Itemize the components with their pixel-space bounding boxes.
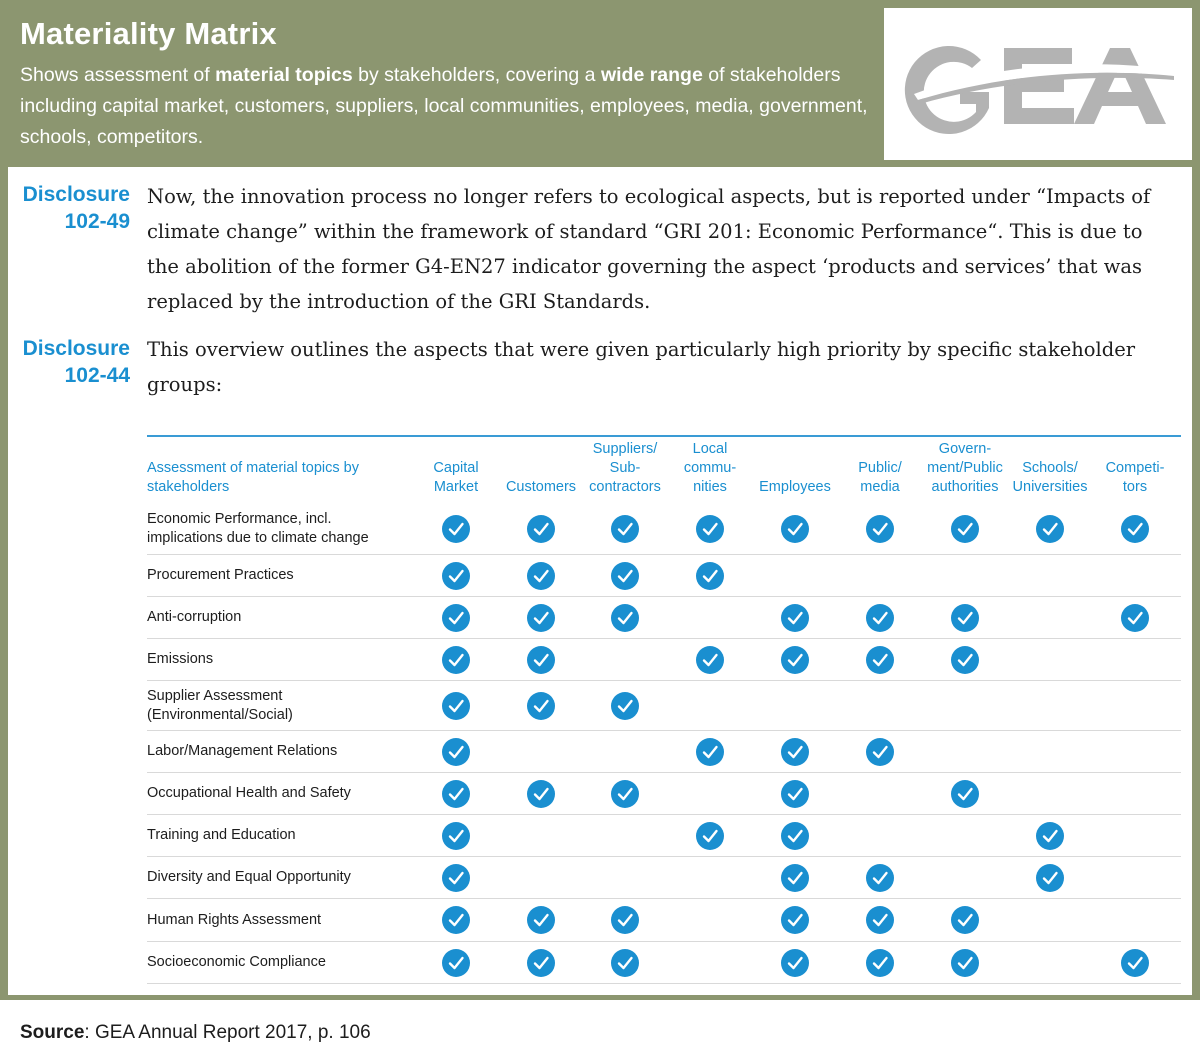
check-cell (775, 503, 815, 554)
row-label-line: Training and Education (147, 827, 296, 843)
check-cell (521, 681, 561, 730)
checkmark-icon (781, 949, 809, 977)
column-header-line: Public/ (858, 460, 902, 476)
disclosure-text-102-44: This overview outlines the aspects that were given particularly high priority by specific stakeholder groups: (147, 338, 1136, 396)
checkmark-icon (1036, 864, 1064, 892)
column-header-line: tors (1122, 479, 1148, 495)
checkmark-icon (781, 864, 809, 892)
checkmark-icon (781, 604, 809, 632)
table-row (147, 942, 1181, 984)
column-header-line: Employees (759, 479, 831, 495)
disclosure-label-word: Disclosure (22, 183, 130, 206)
checkmark-icon (442, 780, 470, 808)
row-label (147, 731, 427, 772)
check-cell (436, 899, 476, 941)
column-header-line: authorities (931, 479, 999, 495)
check-cell (436, 639, 476, 680)
checkmark-icon (527, 906, 555, 934)
column-header-line: commu- (683, 460, 737, 476)
checkmark-icon (527, 949, 555, 977)
checkmark-icon (951, 949, 979, 977)
row-label (147, 857, 427, 898)
check-cell (775, 815, 815, 856)
page-title: Materiality Matrix (20, 16, 277, 51)
checkmark-icon (866, 515, 894, 543)
content-panel (8, 167, 1192, 995)
check-cell (605, 597, 645, 638)
checkmark-icon (781, 780, 809, 808)
check-cell (690, 503, 730, 554)
check-cell (775, 942, 815, 983)
corner-header (147, 459, 407, 497)
checkmark-icon (442, 822, 470, 850)
check-cell (775, 731, 815, 772)
subtitle-text: of stakeholders including capital market, customers, suppliers, local communities, employees, media, government, schools, competitors. (20, 64, 868, 148)
check-cell (945, 503, 985, 554)
checkmark-icon (1121, 604, 1149, 632)
disclosure-label-number: 102-44 (64, 364, 130, 387)
check-cell (436, 731, 476, 772)
checkmark-icon (866, 646, 894, 674)
source-label: Source (20, 1022, 85, 1043)
checkmark-icon (866, 864, 894, 892)
checkmark-icon (611, 604, 639, 632)
row-label-line: Human Rights Assessment (147, 911, 322, 928)
check-cell (775, 899, 815, 941)
row-label-line: Socioeconomic Compliance (147, 954, 326, 970)
checkmark-icon (442, 562, 470, 590)
checkmark-icon (611, 692, 639, 720)
table-row (147, 731, 1181, 773)
row-label (147, 503, 427, 554)
check-cell (521, 899, 561, 941)
check-cell (860, 639, 900, 680)
row-label-line: (Environmental/Social) (147, 706, 293, 723)
row-label (147, 681, 427, 730)
checkmark-icon (1036, 515, 1064, 543)
check-cell (605, 942, 645, 983)
subtitle-text: Shows assessment of (20, 64, 216, 86)
row-label-line: Supplier Assessment (147, 687, 283, 704)
check-cell (605, 555, 645, 596)
checkmark-icon (527, 515, 555, 543)
checkmark-icon (527, 646, 555, 674)
check-cell (521, 503, 561, 554)
check-cell (1115, 597, 1155, 638)
checkmark-icon (1036, 822, 1064, 850)
check-cell (945, 773, 985, 814)
gea-logo (884, 8, 1192, 160)
disclosure-label-word: Disclosure (22, 337, 130, 360)
row-label (147, 773, 427, 814)
column-header-line: Market (433, 479, 479, 495)
disclosure-label-102-44 (8, 335, 130, 389)
check-cell (436, 773, 476, 814)
checkmark-icon (527, 604, 555, 632)
checkmark-icon (951, 604, 979, 632)
row-label-line: Anti-corruption (147, 609, 242, 625)
checkmark-icon (951, 906, 979, 934)
subtitle-emphasis: material topics (215, 64, 353, 86)
check-cell (521, 773, 561, 814)
column-header-line: Govern- (938, 441, 992, 457)
check-cell (1030, 857, 1070, 898)
disclosure-label-102-49 (8, 181, 130, 235)
table-row (147, 503, 1181, 555)
check-cell (436, 857, 476, 898)
check-cell (860, 731, 900, 772)
check-cell (605, 503, 645, 554)
row-label (147, 815, 427, 856)
checkmark-icon (781, 515, 809, 543)
column-header-line: ment/Public (927, 460, 1003, 476)
check-cell (521, 555, 561, 596)
column-header-line: Customers (505, 479, 577, 495)
checkmark-icon (527, 692, 555, 720)
checkmark-icon (442, 738, 470, 766)
check-cell (775, 597, 815, 638)
header (20, 12, 870, 153)
checkmark-icon (866, 604, 894, 632)
check-cell (690, 815, 730, 856)
checkmark-icon (781, 738, 809, 766)
column-header-line: contractors (589, 479, 661, 495)
checkmark-icon (611, 949, 639, 977)
column-header-line: Competi- (1105, 460, 1165, 476)
table-row (147, 815, 1181, 857)
checkmark-icon (866, 949, 894, 977)
check-cell (436, 942, 476, 983)
subtitle-text: by stakeholders, covering a (352, 64, 601, 86)
check-cell (775, 639, 815, 680)
table-row (147, 857, 1181, 899)
disclosure-text-102-49: Now, the innovation process no longer refers to ecological aspects, but is reported under “Impacts of climate change” within the framework of standard “GRI 201: Economic Performance“. This is due to the abolition of the former G4-EN27 indicator governing the aspect ‘products and services’ that was replaced by the introduction of the GRI Standards. (147, 185, 1151, 313)
check-cell (860, 503, 900, 554)
row-label (147, 597, 427, 638)
row-label-line: Labor/Management Relations (147, 743, 338, 759)
corner-header-line: stakeholders (147, 479, 230, 495)
table-row (147, 639, 1181, 681)
checkmark-icon (951, 515, 979, 543)
check-cell (436, 503, 476, 554)
check-cell (860, 597, 900, 638)
checkmark-icon (1121, 949, 1149, 977)
checkmark-icon (696, 562, 724, 590)
check-cell (605, 899, 645, 941)
row-label-line: Diversity and Equal Opportunity (147, 869, 351, 885)
checkmark-icon (442, 515, 470, 543)
checkmark-icon (611, 906, 639, 934)
check-cell (436, 555, 476, 596)
row-label (147, 555, 427, 596)
check-cell (1115, 503, 1155, 554)
corner-header-line: Assessment of material topics by (147, 460, 359, 476)
checkmark-icon (781, 646, 809, 674)
checkmark-icon (696, 515, 724, 543)
row-label (147, 942, 427, 983)
checkmark-icon (442, 604, 470, 632)
check-cell (436, 597, 476, 638)
row-label-line: Occupational Health and Safety (147, 785, 351, 801)
row-label (147, 639, 427, 680)
check-cell (1030, 503, 1070, 554)
checkmark-icon (866, 738, 894, 766)
column-header-line: Universities (1012, 479, 1088, 495)
row-label-line: Emissions (147, 651, 214, 667)
checkmark-icon (442, 949, 470, 977)
checkmark-icon (1121, 515, 1149, 543)
check-cell (775, 857, 815, 898)
row-label-line: Procurement Practices (147, 567, 294, 583)
column-header-line: Sub- (609, 460, 641, 476)
check-cell (1115, 942, 1155, 983)
checkmark-icon (951, 780, 979, 808)
table-row (147, 899, 1181, 942)
table-top-rule (147, 435, 1181, 437)
checkmark-icon (696, 738, 724, 766)
column-header-line: Local (692, 441, 728, 457)
checkmark-icon (527, 780, 555, 808)
source-text: : GEA Annual Report 2017, p. 106 (84, 1022, 371, 1043)
check-cell (690, 731, 730, 772)
subtitle-emphasis: wide range (600, 64, 703, 86)
check-cell (605, 773, 645, 814)
checkmark-icon (611, 780, 639, 808)
checkmark-icon (442, 906, 470, 934)
column-header (1080, 459, 1190, 497)
gea-logo-mark (884, 8, 1192, 160)
checkmark-icon (442, 646, 470, 674)
check-cell (945, 942, 985, 983)
table-row (147, 597, 1181, 639)
check-cell (436, 681, 476, 730)
checkmark-icon (442, 864, 470, 892)
check-cell (945, 639, 985, 680)
row-label-line: Economic Performance, incl. (147, 510, 332, 527)
column-header-line: nities (693, 479, 727, 495)
column-header-line: media (860, 479, 900, 495)
checkmark-icon (866, 906, 894, 934)
table-row (147, 773, 1181, 815)
row-label-line: implications due to climate change (147, 529, 369, 546)
column-header-line: Suppliers/ (592, 441, 658, 457)
check-cell (945, 899, 985, 941)
checkmark-icon (611, 562, 639, 590)
row-label (147, 899, 427, 941)
check-cell (521, 639, 561, 680)
checkmark-icon (781, 822, 809, 850)
check-cell (945, 597, 985, 638)
table-row (147, 555, 1181, 597)
check-cell (521, 597, 561, 638)
check-cell (690, 555, 730, 596)
check-cell (860, 857, 900, 898)
column-header-line: Capital (433, 460, 479, 476)
check-cell (436, 815, 476, 856)
page-subtitle (20, 60, 870, 153)
column-header-line: Schools/ (1022, 460, 1078, 476)
check-cell (860, 899, 900, 941)
checkmark-icon (951, 646, 979, 674)
check-cell (860, 942, 900, 983)
source-note (20, 1022, 371, 1044)
check-cell (775, 773, 815, 814)
checkmark-icon (696, 646, 724, 674)
checkmark-icon (442, 692, 470, 720)
checkmark-icon (781, 906, 809, 934)
check-cell (1030, 815, 1070, 856)
check-cell (605, 681, 645, 730)
disclosure-label-number: 102-49 (64, 210, 130, 233)
check-cell (690, 639, 730, 680)
table-row (147, 681, 1181, 731)
checkmark-icon (611, 515, 639, 543)
checkmark-icon (696, 822, 724, 850)
checkmark-icon (527, 562, 555, 590)
check-cell (521, 942, 561, 983)
